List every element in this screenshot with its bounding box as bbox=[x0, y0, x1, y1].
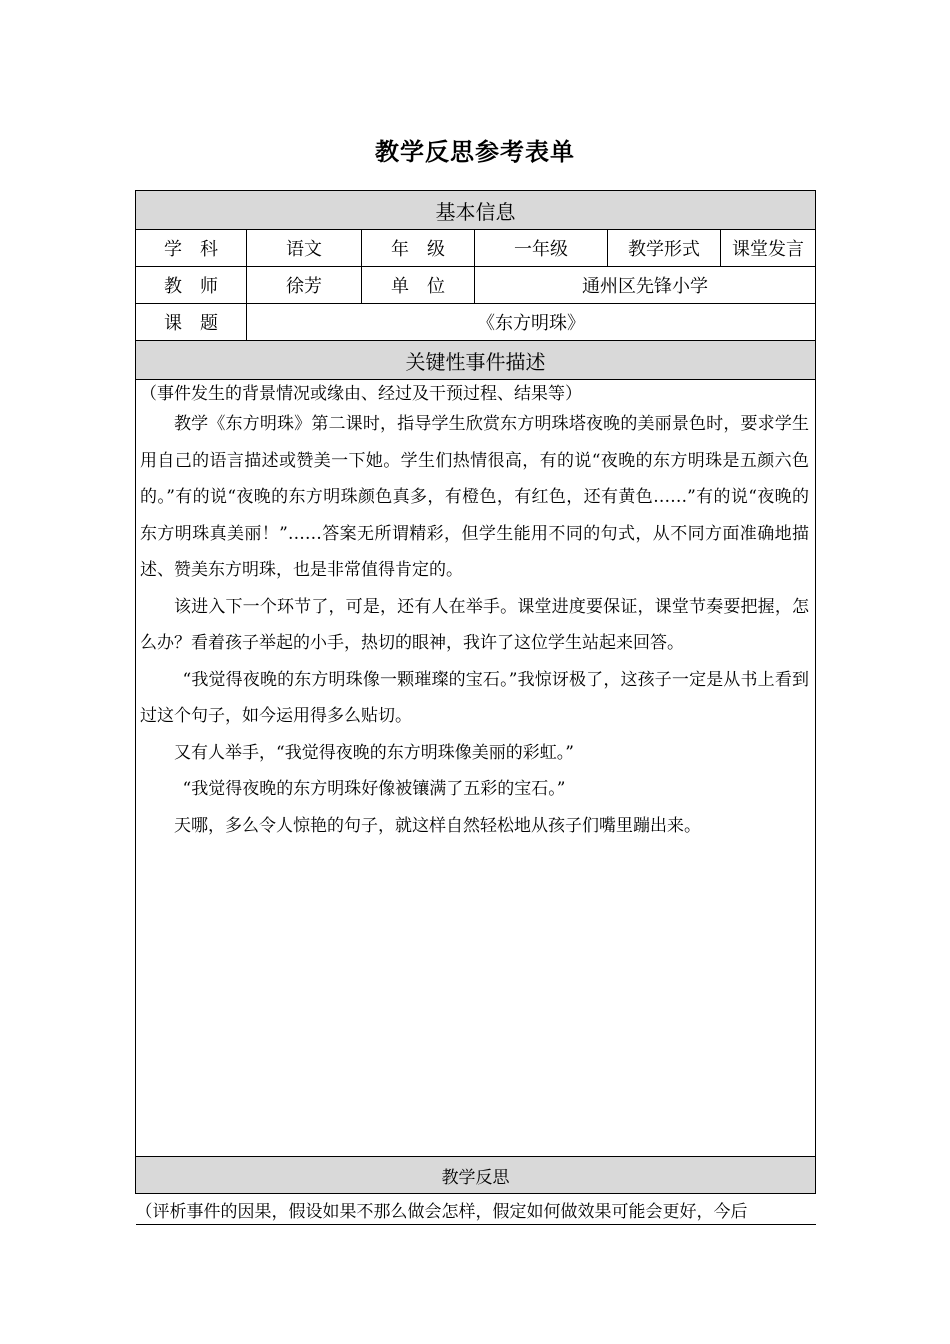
event-paragraph: 又有人举手，“我觉得夜晚的东方明珠像美丽的彩虹。” bbox=[174, 742, 574, 763]
teacher-label: 教 师 bbox=[136, 267, 247, 304]
unit-value: 通州区先锋小学 bbox=[475, 267, 816, 304]
grade-value: 一年级 bbox=[475, 230, 608, 267]
event-paragraph: “我觉得夜晚的东方明珠好像被镶满了五彩的宝石。” bbox=[182, 779, 566, 799]
event-paragraph: 该进入下一个环节了，可是，还有人在举手。课堂进度要保证，课堂节奏要把握，怎么办？看着孩子举起的小手，热切的眼神，我许了这位学生站起来回答。 bbox=[140, 596, 809, 653]
grade-label: 年 级 bbox=[362, 230, 475, 267]
event-paragraph: 教学《东方明珠》第二课时，指导学生欣赏东方明珠塔夜晚的美丽景色时，要求学生用自己的语言描述或赞美一下她。学生们热情很高，有的说“夜晚的东方明珠是五颜六色的。”有的说“夜晚的东方明珠颜色真多，有橙色，有红色，还有黄色……”有的说“夜晚的东方明珠真美丽！”……答案无所谓精彩，但学生能用不同的句式，从不同方面准确地描述、赞美东方明珠，也是非常值得肯定的。 bbox=[140, 414, 809, 580]
unit-label: 单 位 bbox=[362, 267, 475, 304]
key-event-note: （事件发生的背景情况或缘由、经过及干预过程、结果等） bbox=[140, 384, 582, 404]
event-paragraph: 天哪，多么令人惊艳的句子，就这样自然轻松地从孩子们嘴里蹦出来。 bbox=[174, 815, 701, 836]
reflection-form-table bbox=[135, 190, 816, 1225]
teaching-form-label: 教学形式 bbox=[608, 230, 721, 267]
reflection-header: 教学反思 bbox=[136, 1157, 816, 1194]
key-event-body bbox=[136, 380, 816, 1157]
subject-value: 语文 bbox=[247, 230, 362, 267]
reflection-note: （评析事件的因果，假设如果不那么做会怎样，假定如何做效果可能会更好，今后 bbox=[136, 1194, 816, 1225]
teaching-form-value: 课堂发言 bbox=[721, 230, 816, 267]
teacher-value: 徐芳 bbox=[247, 267, 362, 304]
event-paragraph: “我觉得夜晚的东方明珠像一颗璀璨的宝石。”我惊讶极了，这孩子一定是从书上看到过这个句子，如今运用得多么贴切。 bbox=[140, 669, 809, 726]
page-title: 教学反思参考表单 bbox=[375, 138, 575, 166]
topic-label: 课 题 bbox=[136, 304, 247, 341]
subject-label: 学 科 bbox=[136, 230, 247, 267]
key-event-header: 关键性事件描述 bbox=[136, 341, 816, 380]
topic-value: 《东方明珠》 bbox=[247, 304, 816, 341]
basic-info-header: 基本信息 bbox=[136, 191, 816, 230]
